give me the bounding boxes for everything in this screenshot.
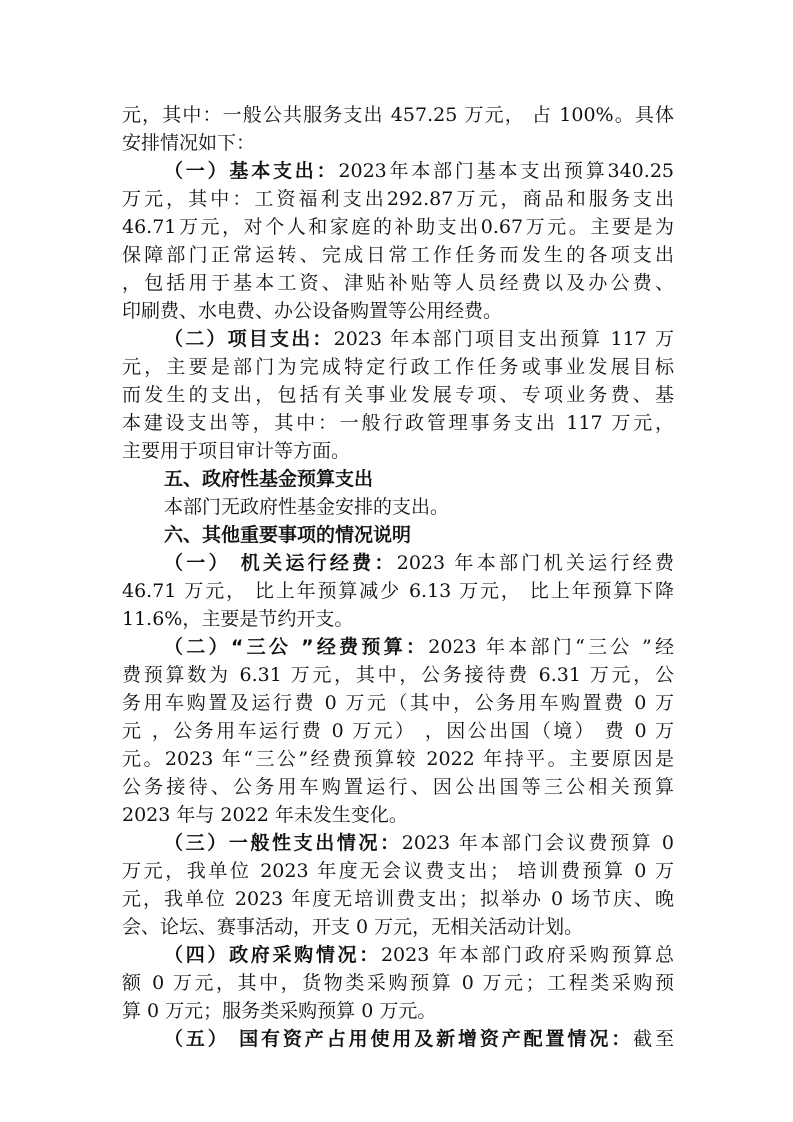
basic-expenditure-first-line	[164, 157, 674, 185]
paragraph-text: 2023 年本部门政府采购预算总	[380, 944, 674, 966]
paragraph-line: 11.6%，主要是节约开支。	[122, 608, 354, 630]
paragraph-line: 会、论坛、赛事活动，开支 0 万元，无相关活动计划。	[122, 916, 584, 938]
paragraph-line: 公务接待、公务用车购置运行、因公出国等三公相关预算	[122, 776, 674, 798]
paragraph-text: 2023 年本部门“三公 ”经	[428, 636, 674, 658]
paragraph-line: 2023 年与 2022 年未发生变化。	[122, 804, 408, 826]
operating-costs-heading: （一） 机关运行经费：	[164, 552, 397, 574]
paragraph-text: 2023 年本部门项目支出预算 117 万	[333, 328, 674, 350]
project-expenditure-first-line	[164, 325, 674, 353]
procurement-heading: （四）政府采购情况：	[164, 944, 381, 966]
basic-expenditure-heading: （一）基本支出：	[164, 160, 339, 182]
paragraph-line: 而发生的支出，包括有关事业发展专项、专项业务费、基	[122, 384, 674, 406]
paragraph-line: 元，其中：一般公共服务支出 457.25 万元， 占 100%。具体	[122, 104, 674, 126]
paragraph-line: 费预算数为 6.31 万元，其中，公务接待费 6.31 万元，公	[122, 664, 674, 686]
paragraph-line: 元 ，公务用车运行费 0 万元） ，因公出国（境） 费 0 万	[122, 720, 674, 742]
paragraph-text: 2023年本部门基本支出预算340.25	[338, 160, 674, 182]
paragraph-line: 元。2023 年“三公”经费预算较 2022 年持平。主要原因是	[122, 748, 674, 770]
three-public-first-line	[164, 633, 674, 661]
paragraph-text: 2023 年本部门会议费预算 0	[401, 832, 674, 854]
operating-costs-first-line	[164, 549, 674, 577]
paragraph-line: 元，我单位 2023 年度无培训费支出；拟举办 0 场节庆、晚	[122, 888, 674, 910]
paragraph-line: 主要用于项目审计等方面。	[122, 440, 351, 462]
procurement-first-line	[164, 941, 674, 969]
assets-heading: （五） 国有资产占用使用及新增资产配置情况：	[164, 1028, 634, 1050]
paragraph-line: 46.71 万元， 比上年预算减少 6.13 万元， 比上年预算下降	[122, 580, 674, 602]
paragraph-line: 46.71万元，对个人和家庭的补助支出0.67万元。主要是为	[122, 216, 674, 238]
general-expenditure-heading: （三）一般性支出情况：	[164, 832, 402, 854]
project-expenditure-heading: （二）项目支出：	[164, 328, 334, 350]
paragraph-line: 保障部门正常运转、完成日常工作任务而发生的各项支出	[122, 244, 674, 266]
section-heading-fund: 五、政府性基金预算支出	[164, 468, 374, 490]
paragraph-line: 万元，其中：工资福利支出292.87万元，商品和服务支出	[122, 188, 674, 210]
paragraph-line: 本建设支出等，其中：一般行政管理事务支出 117 万元，	[122, 412, 674, 434]
paragraph-line: 元，主要是部门为完成特定行政工作任务或事业发展目标	[122, 356, 674, 378]
general-expenditure-first-line	[164, 829, 674, 857]
paragraph-text: 2023 年本部门机关运行经费	[396, 552, 674, 574]
paragraph-line: 安排情况如下：	[122, 132, 256, 154]
paragraph-line: 额 0 万元，其中，货物类采购预算 0 万元；工程类采购预	[122, 972, 674, 994]
three-public-heading: （二）“三公 ”经费预算：	[164, 636, 429, 658]
paragraph-line: 算 0 万元；服务类采购预算 0 万元。	[122, 1000, 437, 1022]
paragraph-text: 截至	[633, 1028, 674, 1050]
paragraph-line: 务用车购置及运行费 0 万元（其中，公务用车购置费 0 万	[122, 692, 674, 714]
assets-first-line	[164, 1025, 674, 1053]
paragraph-line: 本部门无政府性基金安排的支出。	[164, 496, 450, 518]
paragraph-line: ，包括用于基本工资、津贴补贴等人员经费以及办公费、	[122, 272, 674, 294]
paragraph-line: 万元，我单位 2023 年度无会议费支出； 培训费预算 0 万	[122, 860, 674, 882]
section-heading-other: 六、其他重要事项的情况说明	[164, 524, 412, 546]
paragraph-line: 印刷费、水电费、办公设备购置等公用经费。	[122, 300, 503, 322]
